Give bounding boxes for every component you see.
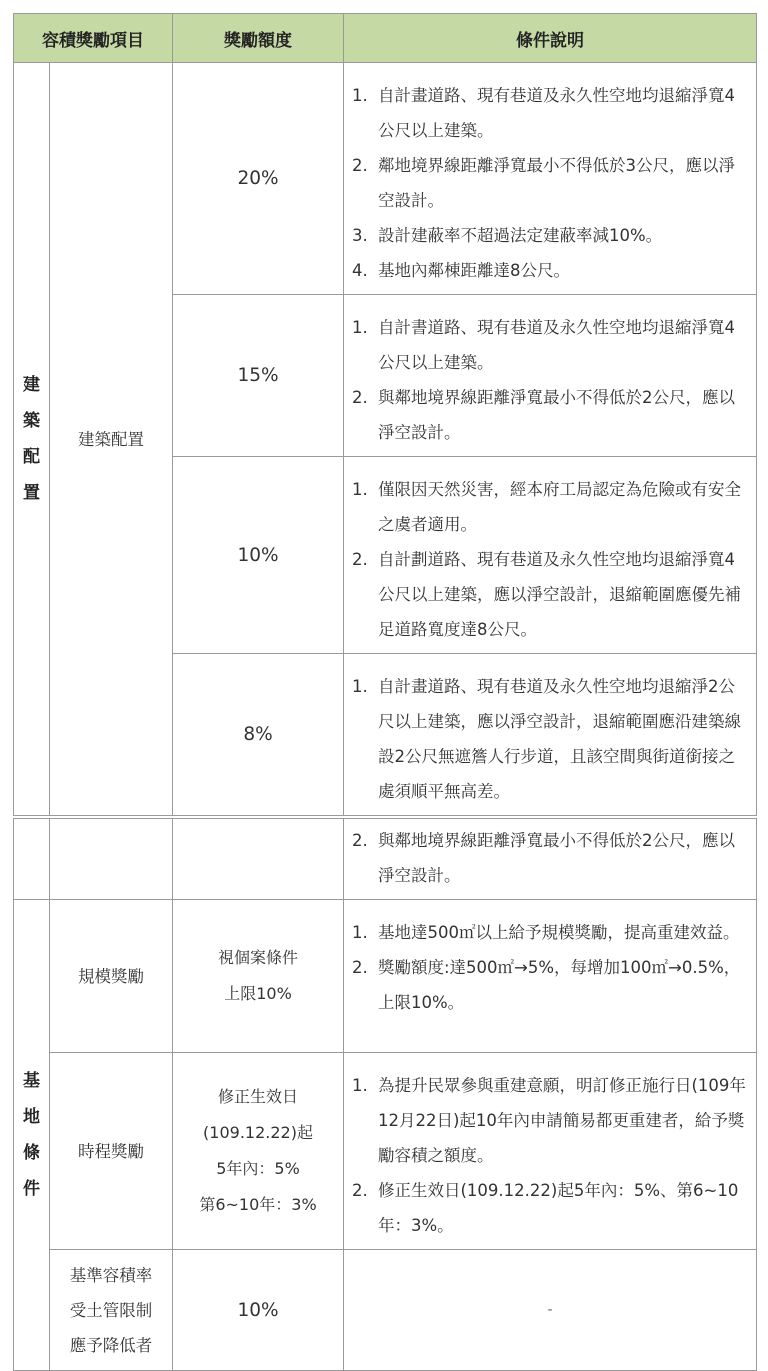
table-row <box>14 900 757 1053</box>
item-building-layout: 建築配置 <box>50 63 173 816</box>
empty-cell <box>173 819 344 900</box>
empty-cell <box>50 819 173 900</box>
header-conditions: 條件說明 <box>344 14 757 63</box>
section-label-site: 基 地 條 件 <box>14 900 50 1371</box>
conditions-cell: 1. 自計畫道路、現有巷道及永久性空地均退縮淨寬4公尺以上建築。 2. 鄰地境界線距離淨寬最小不得低於3公尺，應以淨空設計。 3. 設計建蔽率不超過法定建蔽率減10%。 4. 基地內鄰棟距離達8公尺。 <box>344 63 757 295</box>
conditions-cell: 1. 為提升民眾參與重建意願，明訂修正施行日(109年12月22日)起10年內申請簡易都更重建者，給予獎勵容積之額度。 2. 修正生效日(109.12.22)起5年內：5%、第6~10年：3%。 <box>344 1053 757 1250</box>
conditions-cell: 1. 自計書道路、現有巷道及永久性空地均退縮淨寬4公尺以上建築。 2. 與鄰地境界線距離淨寬最小不得低於2公尺，應以淨空設計。 <box>344 295 757 457</box>
amount-cell: 10% <box>173 457 344 654</box>
section-label-building: 建 築 配 置 <box>14 63 50 816</box>
reward-table <box>13 13 756 1371</box>
reward-table-grid <box>13 13 757 1371</box>
header-row <box>14 14 757 63</box>
conditions-cell: - <box>344 1250 757 1371</box>
amount-cell: 10% <box>173 1250 344 1371</box>
empty-cell <box>14 819 50 900</box>
header-amount: 獎勵額度 <box>173 14 344 63</box>
amount-cell: 8% <box>173 654 344 816</box>
amount-cell: 20% <box>173 63 344 295</box>
conditions-cell: 1. 基地達500㎡以上給予規模獎勵，提高重建效益。 2. 獎勵額度:達500㎡→5%，每增加100㎡→0.5%，上限10%。 <box>344 900 757 1053</box>
amount-cell: 修正生效日 (109.12.22)起 5年內：5% 第6~10年：3% <box>173 1053 344 1250</box>
table-row <box>14 1053 757 1250</box>
conditions-cell: 1. 僅限因天然災害，經本府工局認定為危險或有安全之虞者適用。 2. 自計劃道路、現有巷道及永久性空地均退縮淨寬4公尺以上建築，應以淨空設計，退縮範圍應優先補足道路寬度達8公尺。 <box>344 457 757 654</box>
table-row <box>14 1250 757 1371</box>
item-schedule-reward: 時程獎勵 <box>50 1053 173 1250</box>
table-row <box>14 819 757 900</box>
header-item: 容積獎勵項目 <box>14 14 173 63</box>
amount-cell: 視個案條件 上限10% <box>173 900 344 1053</box>
item-scale-reward: 規模獎勵 <box>50 900 173 1053</box>
item-base-far-reduced: 基準容積率 受土管限制 應予降低者 <box>50 1250 173 1371</box>
conditions-cell: 1. 自計畫道路、現有巷道及永久性空地均退縮淨2公尺以上建築，應以淨空設計，退縮範圍應沿建築線設2公尺無遮簷人行步道，且該空間與街道銜接之處須順平無高差。 <box>344 654 757 816</box>
table-row <box>14 63 757 295</box>
amount-cell: 15% <box>173 295 344 457</box>
conditions-cell: 2. 與鄰地境界線距離淨寬最小不得低於2公尺，應以淨空設計。 <box>344 819 757 900</box>
